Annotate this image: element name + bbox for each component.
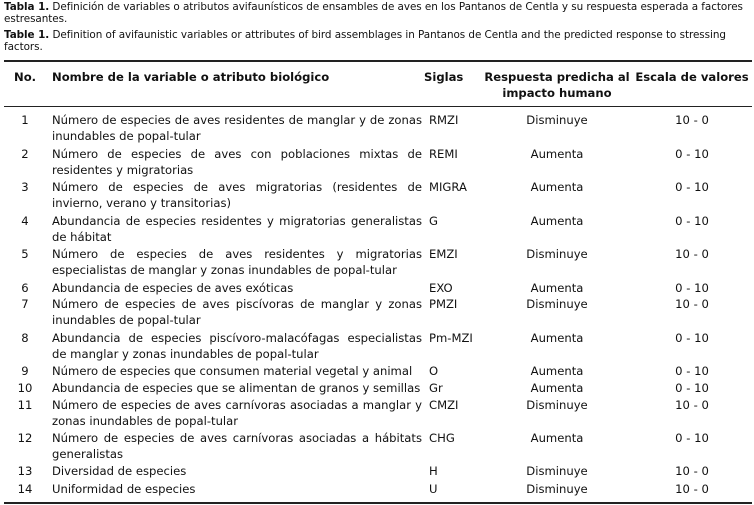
row-escala: 0 - 10: [675, 281, 709, 295]
row-variable-name: Diversidad de especies: [52, 464, 187, 478]
row-variable-name: Abundancia de especies piscívoro-malacófagas especialistas de manglar y zonas inundables de popal-tular: [52, 331, 422, 361]
row-escala: 0 - 10: [675, 381, 709, 395]
caption-english-label: Table 1.: [4, 29, 50, 41]
row-escala: 0 - 10: [675, 364, 709, 378]
row-respuesta: Disminuye: [526, 398, 588, 412]
caption-spanish-text: Definición de variables o atributos avifaunísticos de ensambles de aves en los Pantanos de Centla y su respuesta esperada a factores estresantes.: [4, 1, 743, 25]
row-respuesta: Disminuye: [526, 247, 588, 261]
row-number: 7: [21, 297, 29, 311]
row-respuesta: Aumenta: [530, 147, 584, 161]
header-no: No.: [14, 70, 37, 84]
row-number: 12: [17, 431, 33, 445]
row-siglas: MIGRA: [429, 180, 467, 194]
caption-spanish-label: Tabla 1.: [4, 1, 50, 13]
row-escala: 0 - 10: [675, 331, 709, 345]
row-respuesta: Aumenta: [530, 214, 584, 228]
row-respuesta: Aumenta: [530, 431, 584, 445]
row-variable-name: Número de especies de aves residentes y migratorias especialistas de manglar y zonas inundables de popal-tular: [52, 247, 422, 277]
row-variable-name: Abundancia de especies residentes y migratorias generalistas de hábitat: [52, 214, 422, 244]
row-escala: 0 - 10: [675, 180, 709, 194]
row-siglas: Pm-MZI: [429, 331, 473, 345]
row-variable-name: Abundancia de especies de aves exóticas: [52, 281, 294, 295]
row-escala: 10 - 0: [675, 464, 709, 478]
row-respuesta: Disminuye: [526, 482, 588, 496]
header-siglas: Siglas: [424, 70, 464, 84]
row-respuesta: Disminuye: [526, 297, 588, 311]
caption-spanish: [4, 2, 750, 25]
header-name: Nombre de la variable o atributo biológico: [52, 70, 330, 84]
row-siglas: O: [429, 364, 439, 378]
row-escala: 0 - 10: [675, 214, 709, 228]
row-siglas: PMZI: [429, 297, 458, 311]
table-top-rule: [4, 60, 752, 62]
row-variable-name: Número de especies de aves carnívoras asociadas a hábitats generalistas: [52, 431, 422, 461]
row-escala: 0 - 10: [675, 431, 709, 445]
row-siglas: CHG: [429, 431, 455, 445]
row-escala: 10 - 0: [675, 247, 709, 261]
row-respuesta: Disminuye: [526, 113, 588, 127]
caption-english: [4, 30, 750, 53]
row-number: 13: [17, 464, 33, 478]
row-escala: 10 - 0: [675, 297, 709, 311]
row-respuesta: Aumenta: [530, 331, 584, 345]
row-siglas: CMZI: [429, 398, 459, 412]
row-variable-name: Número de especies de aves carnívoras asociadas a manglar y zonas inundables de popal-tular: [52, 398, 422, 428]
row-variable-name: Número de especies de aves migratorias (residentes de invierno, verano y transitorias): [52, 180, 422, 210]
row-number: 14: [17, 482, 33, 496]
row-number: 11: [17, 398, 33, 412]
row-number: 9: [21, 364, 29, 378]
table-header-rule: [4, 106, 752, 107]
row-siglas: REMI: [429, 147, 458, 161]
row-variable-name: Número de especies de aves con poblaciones mixtas de residentes y migratorias: [52, 147, 422, 177]
row-escala: 0 - 10: [675, 147, 709, 161]
row-siglas: Gr: [429, 381, 443, 395]
header-escala: Escala de valores: [635, 70, 749, 84]
row-siglas: EMZI: [429, 247, 458, 261]
row-number: 4: [21, 214, 29, 228]
row-number: 10: [17, 381, 33, 395]
caption-english-text: Definition of avifaunistic variables or attributes of bird assemblages in Pantanos de Centla and the predicted response to stressing factors.: [4, 29, 726, 53]
row-number: 2: [21, 147, 29, 161]
row-variable-name: Número de especies que consumen material vegetal y animal: [52, 364, 413, 378]
row-siglas: RMZI: [429, 113, 459, 127]
row-respuesta: Aumenta: [530, 364, 584, 378]
row-number: 6: [21, 281, 29, 295]
row-number: 3: [21, 180, 29, 194]
row-respuesta: Aumenta: [530, 381, 584, 395]
row-respuesta: Aumenta: [530, 281, 584, 295]
row-siglas: EXO: [429, 281, 453, 295]
table-bottom-rule: [4, 502, 752, 504]
row-number: 5: [21, 247, 29, 261]
row-escala: 10 - 0: [675, 113, 709, 127]
row-variable-name: Número de especies de aves residentes de manglar y de zonas inundables de popal-tular: [52, 113, 422, 143]
row-siglas: U: [429, 482, 438, 496]
row-respuesta: Disminuye: [526, 464, 588, 478]
row-variable-name: Uniformidad de especies: [52, 482, 196, 496]
row-variable-name: Número de especies de aves piscívoras de manglar y zonas inundables de popal-tular: [52, 297, 422, 327]
row-escala: 10 - 0: [675, 398, 709, 412]
row-number: 1: [21, 113, 29, 127]
row-variable-name: Abundancia de especies que se alimentan de granos y semillas: [52, 381, 421, 395]
row-siglas: H: [429, 464, 438, 478]
row-siglas: G: [429, 214, 438, 228]
row-escala: 10 - 0: [675, 482, 709, 496]
row-respuesta: Aumenta: [530, 180, 584, 194]
row-number: 8: [21, 331, 29, 345]
header-respuesta: Respuesta predicha al impacto humano: [484, 70, 630, 100]
